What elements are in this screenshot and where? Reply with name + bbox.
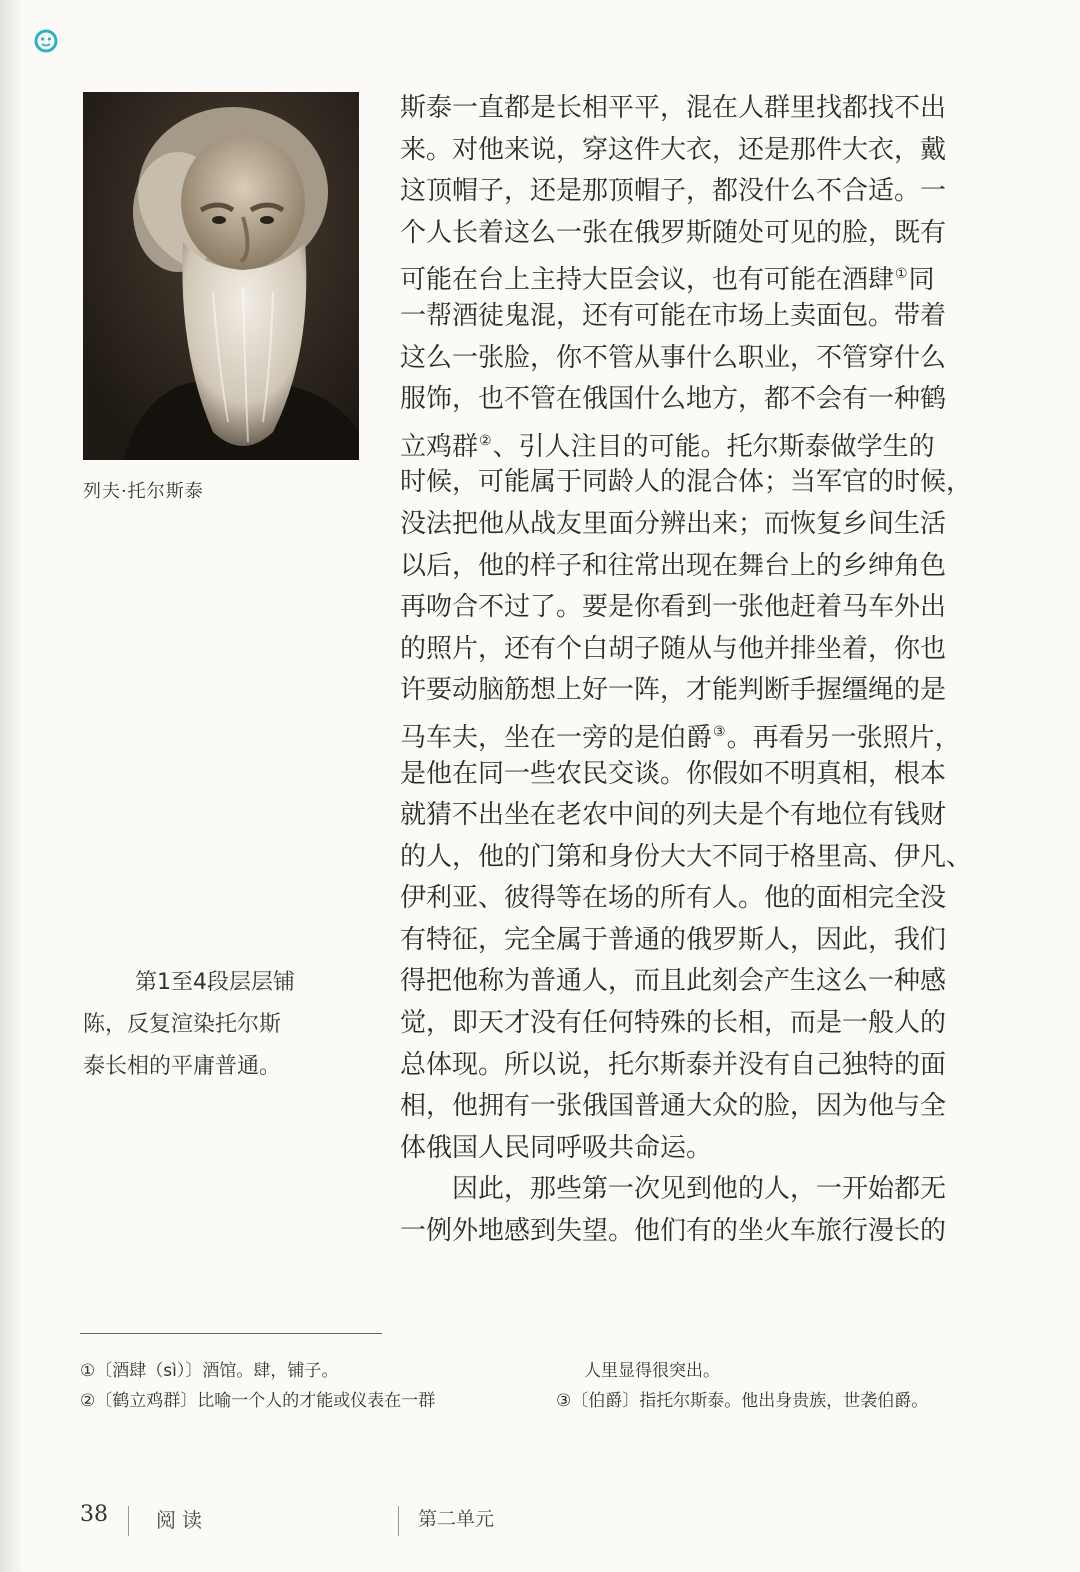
paragraph-line [400, 462, 990, 504]
footnote-1: ①〔酒肆（sì）〕酒馆。肆，铺子。 [80, 1361, 339, 1381]
text-segment: 一帮酒徒鬼混，还有可能在市场上卖面包。带着 [400, 300, 947, 331]
paragraph-line: 因此，那些第一次见到他的人，一开始都无 [452, 1174, 947, 1205]
paragraph-line [400, 379, 990, 421]
text-segment: 的人，他的门第和身份大大不同于格里高、伊凡、 [400, 841, 973, 872]
paragraph-line [400, 920, 990, 962]
text-segment: 以后，他的样子和往常出现在舞台上的乡绅角色 [400, 550, 947, 581]
paragraph-line [400, 795, 990, 837]
page-gutter-shadow [0, 0, 24, 1572]
text-segment: 个人长着这么一张在俄罗斯随处可见的脸，既有 [400, 217, 947, 248]
margin-note-line: 陈，反复渲染托尔斯 [83, 1012, 282, 1037]
paragraph-line [400, 1003, 990, 1045]
paragraph-line [400, 878, 990, 920]
paragraph-line [400, 670, 990, 712]
paragraph-line [400, 1086, 990, 1128]
footnote-marker[interactable]: ① [895, 266, 908, 283]
footnote-2: ②〔鹤立鸡群〕比喻一个人的才能或仪表在一群 [80, 1391, 436, 1411]
text-segment: 。再看另一张照片， [726, 722, 961, 753]
paragraph-line [400, 296, 990, 338]
text-segment: 来。对他来说，穿这件大衣，还是那件大衣，戴 [400, 134, 947, 165]
text-segment: 立鸡群 [400, 431, 479, 462]
paragraph-line [400, 421, 990, 463]
margin-note-line: 第1至4段层层铺 [135, 970, 295, 995]
portrait-photo [83, 92, 359, 460]
text-segment: 、引人注目的可能。托尔斯泰做学生的 [492, 431, 935, 462]
text-segment: 是他在同一些农民交谈。你假如不明真相，根本 [400, 758, 947, 789]
text-segment: 马车夫，坐在一旁的是伯爵 [400, 722, 713, 753]
text-segment: 伊利亚、彼得等在场的所有人。他的面相完全没 [400, 883, 947, 914]
footer-divider [398, 1506, 399, 1536]
text-segment: 可能在台上主持大臣会议，也有可能在酒肆 [400, 265, 895, 296]
text-segment: 得把他称为普通人，而且此刻会产生这么一种感 [400, 966, 947, 997]
paragraph-line [400, 754, 990, 796]
paragraph-line [400, 88, 990, 130]
text-segment: 体俄国人民同呼吸共命运。 [400, 1132, 713, 1163]
paragraph-line [400, 504, 990, 546]
paragraph-line [400, 1045, 990, 1087]
text-segment: 有特征，完全属于普通的俄罗斯人，因此，我们 [400, 924, 947, 955]
paragraph-line [400, 546, 990, 588]
paragraph-line [400, 961, 990, 1003]
footnote-3: ③〔伯爵〕指托尔斯泰。他出身贵族，世袭伯爵。 [556, 1391, 929, 1411]
text-segment: 同 [908, 265, 935, 296]
paragraph-line: 一例外地感到失望。他们有的坐火车旅行漫长的 [400, 1216, 947, 1247]
paragraph-line [400, 338, 990, 380]
text-segment: 许要动脑筋想上好一阵，才能判断手握缰绳的是 [400, 675, 947, 706]
main-text [400, 88, 990, 1253]
smiley-icon[interactable] [34, 29, 58, 53]
text-segment: 斯泰一直都是长相平平，混在人群里找都找不出 [400, 93, 947, 123]
text-segment: 相，他拥有一张俄国普通大众的脸，因为他与全 [400, 1091, 947, 1122]
paragraph-line [400, 837, 990, 879]
page-footer [0, 1502, 1080, 1538]
footnote-marker[interactable]: ② [479, 432, 492, 449]
paragraph-line [400, 171, 990, 213]
paragraph-line [400, 712, 990, 754]
text-segment: 就猜不出坐在老农中间的列夫是个有地位有钱财 [400, 800, 947, 831]
footnote-rule [80, 1333, 382, 1334]
margin-annotation [83, 962, 333, 1088]
text-segment: 的照片，还有个白胡子随从与他并排坐着，你也 [400, 633, 947, 664]
paragraph-line [400, 587, 990, 629]
paragraph-line [400, 130, 990, 172]
text-segment: 这么一张脸，你不管从事什么职业，不管穿什么 [400, 342, 947, 373]
text-segment: 时候，可能属于同龄人的混合体；当军官的时候， [400, 467, 973, 498]
unit-label: 第二单元 [418, 1508, 495, 1530]
footnote-2-continued: 人里显得很突出。 [584, 1361, 720, 1381]
text-segment: 没法把他从战友里面分辨出来；而恢复乡间生活 [400, 508, 947, 539]
text-segment: 总体现。所以说，托尔斯泰并没有自己独特的面 [400, 1049, 947, 1080]
footnote-marker[interactable]: ③ [713, 723, 726, 740]
paragraph-line [400, 213, 990, 255]
paragraph-line [400, 629, 990, 671]
text-segment: 觉，即天才没有任何特殊的长相，而是一般人的 [400, 1008, 947, 1039]
text-segment: 这顶帽子，还是那顶帽子，都没什么不合适。一 [400, 176, 947, 207]
portrait-caption: 列夫·托尔斯泰 [83, 481, 204, 502]
paragraph-line [400, 254, 990, 296]
page-number: 38 [80, 1502, 108, 1527]
text-segment: 服饰，也不管在俄国什么地方，都不会有一种鹤 [400, 384, 947, 415]
margin-note-line: 泰长相的平庸普通。 [83, 1054, 282, 1079]
footer-divider [128, 1506, 129, 1536]
text-segment: 再吻合不过了。要是你看到一张他赶着马车外出 [400, 592, 947, 623]
section-label: 阅读 [156, 1508, 208, 1532]
paragraph-line [400, 1128, 990, 1170]
